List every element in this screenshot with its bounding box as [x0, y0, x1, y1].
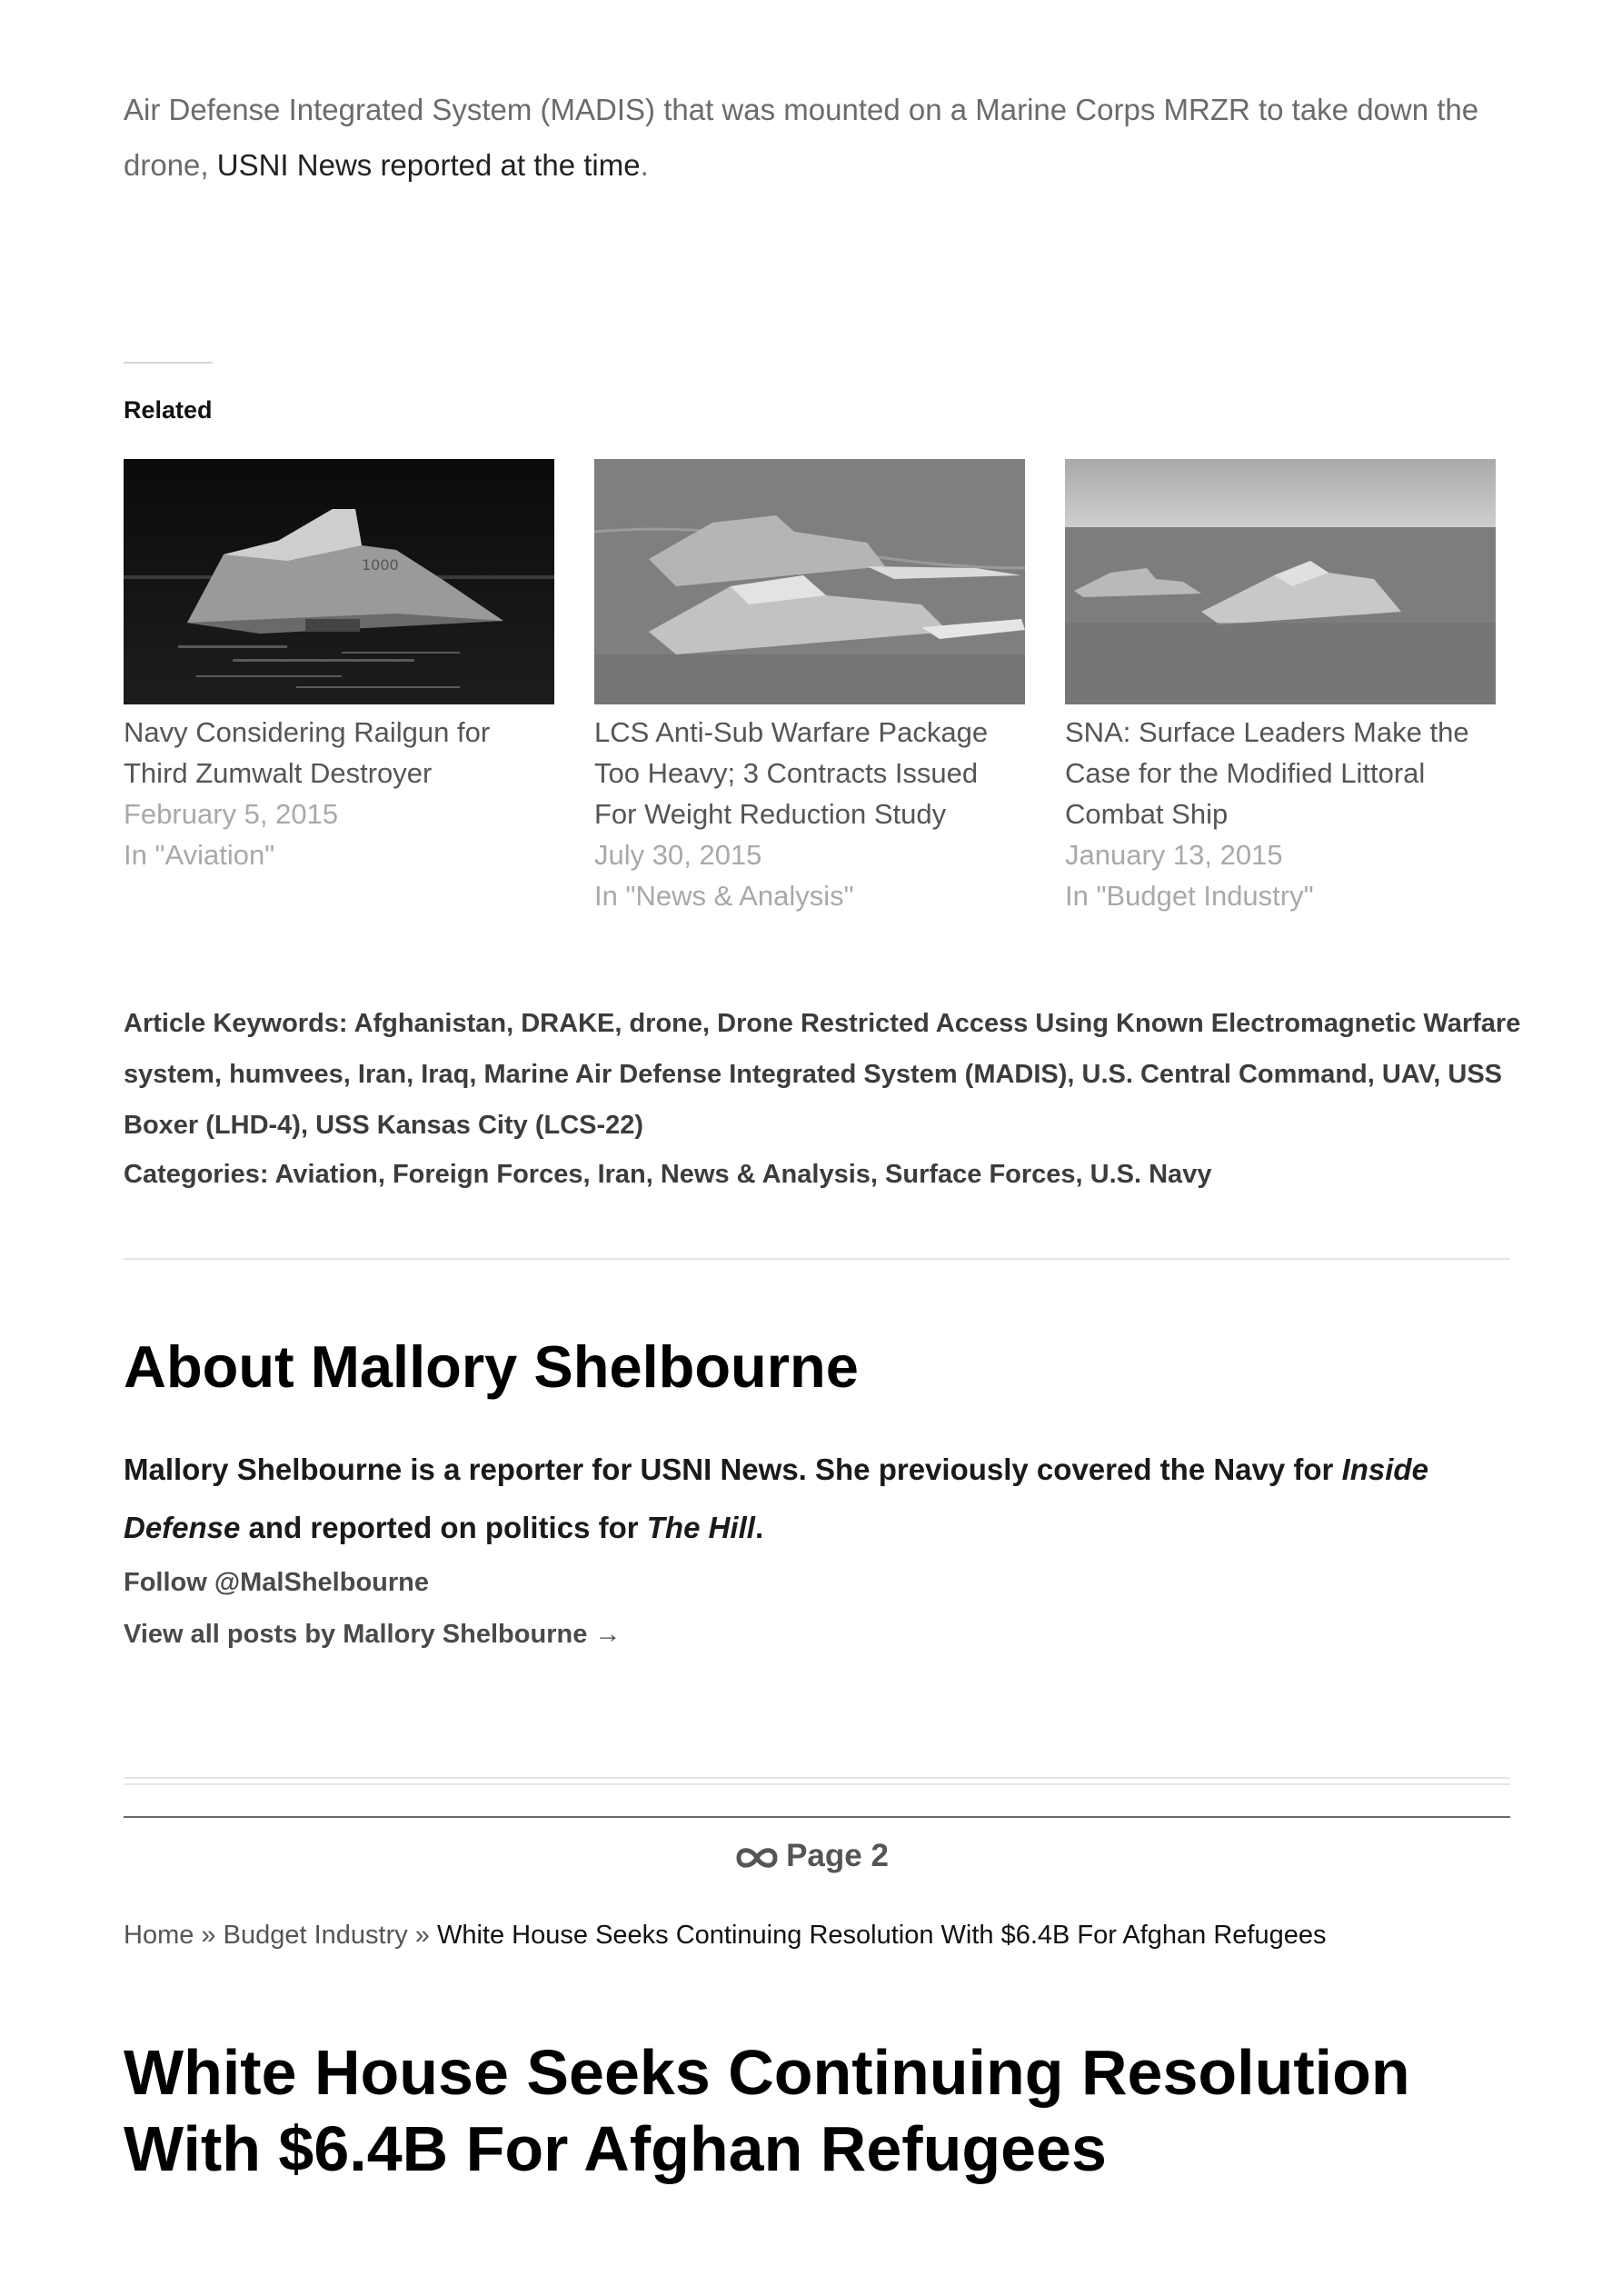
related-item-title[interactable]: LCS Anti-Sub Warfare Package Too Heavy; 3 Contracts Issued For Weight Reduction Study: [594, 716, 989, 830]
author-heading: About Mallory Shelbourne: [124, 1333, 859, 1400]
related-item-category: In "Budget Industry": [1065, 880, 1314, 912]
lead-text: Air Defense Integrated System (MADIS) that was mounted on a Marine Corps MRZR to take down the drone,: [124, 93, 1479, 182]
article-categories: [124, 1149, 1523, 1200]
page-break-rule: [124, 1816, 1510, 1818]
related-item[interactable]: [594, 459, 1025, 916]
breadcrumb-section[interactable]: Budget Industry: [223, 1921, 408, 1950]
breadcrumb-current: White House Seeks Continuing Resolution With $6.4B For Afghan Refugees: [437, 1921, 1327, 1950]
keywords-label: Article Keywords:: [124, 1009, 354, 1038]
page-marker: [0, 1838, 1622, 1874]
breadcrumb-separator: »: [194, 1921, 224, 1950]
article-lead-paragraph: [124, 82, 1523, 193]
bio-text: .: [754, 1511, 764, 1544]
page-marker-label: Page 2: [786, 1838, 889, 1873]
related-item-category: In "Aviation": [124, 839, 275, 871]
related-thumbnail-lcs[interactable]: [594, 459, 1025, 704]
author-follow-link[interactable]: Follow @MalShelbourne: [124, 1568, 430, 1597]
related-item-date: July 30, 2015: [594, 839, 762, 871]
related-item-title[interactable]: SNA: Surface Leaders Make the Case for the Modified Littoral Combat Ship: [1065, 716, 1469, 830]
categories-label: Categories:: [124, 1160, 275, 1189]
related-heading: Related: [124, 396, 213, 424]
infinity-icon: [733, 1844, 781, 1872]
breadcrumb-separator: »: [407, 1921, 437, 1950]
related-thumbnail-lcs-pair[interactable]: [1065, 459, 1496, 704]
usni-news-link[interactable]: USNI News reported at the time: [216, 148, 641, 182]
related-item-category: In "News & Analysis": [594, 880, 854, 912]
related-divider: [124, 362, 213, 364]
section-divider: [124, 1777, 1510, 1779]
related-item-date: February 5, 2015: [124, 798, 339, 830]
related-item[interactable]: [1065, 459, 1496, 916]
related-item[interactable]: [124, 459, 554, 875]
author-bio: [124, 1441, 1523, 1557]
categories-list[interactable]: Aviation, Foreign Forces, Iran, News & Analysis, Surface Forces, U.S. Navy: [274, 1160, 1212, 1189]
bio-text: and reported on politics for: [240, 1511, 647, 1544]
bio-publication: Inside Defense: [124, 1452, 1428, 1544]
section-divider: [124, 1783, 1510, 1785]
view-all-posts-link[interactable]: View all posts by Mallory Shelbourne →: [124, 1620, 622, 1649]
related-thumbnail-zumwalt[interactable]: [124, 459, 554, 704]
breadcrumb: [124, 1921, 1327, 1951]
bio-publication: The Hill: [646, 1511, 755, 1544]
article-title: White House Seeks Continuing Resolution With $6.4B For Afghan Refugees: [124, 2037, 1410, 2184]
section-divider: [124, 1258, 1510, 1260]
keywords-list[interactable]: Afghanistan, DRAKE, drone, Drone Restricted Access Using Known Electromagnetic Warfare system, humvees, Iran, Iraq, Marine Air Defense Integrated System (MADIS), U.S. Central Command, UAV, USS Boxer (LHD-4), USS Kansas City (LCS-22): [124, 1009, 1521, 1140]
lead-text-end: .: [640, 148, 649, 182]
svg-text:1000: 1000: [362, 556, 399, 574]
bio-text: Mallory Shelbourne is a reporter for USNI News. She previously covered the Navy for: [124, 1452, 1342, 1486]
article-keywords: [124, 998, 1523, 1151]
related-item-title[interactable]: Navy Considering Railgun for Third Zumwalt Destroyer: [124, 716, 491, 789]
related-item-date: January 13, 2015: [1065, 839, 1283, 871]
breadcrumb-home[interactable]: Home: [124, 1921, 194, 1950]
